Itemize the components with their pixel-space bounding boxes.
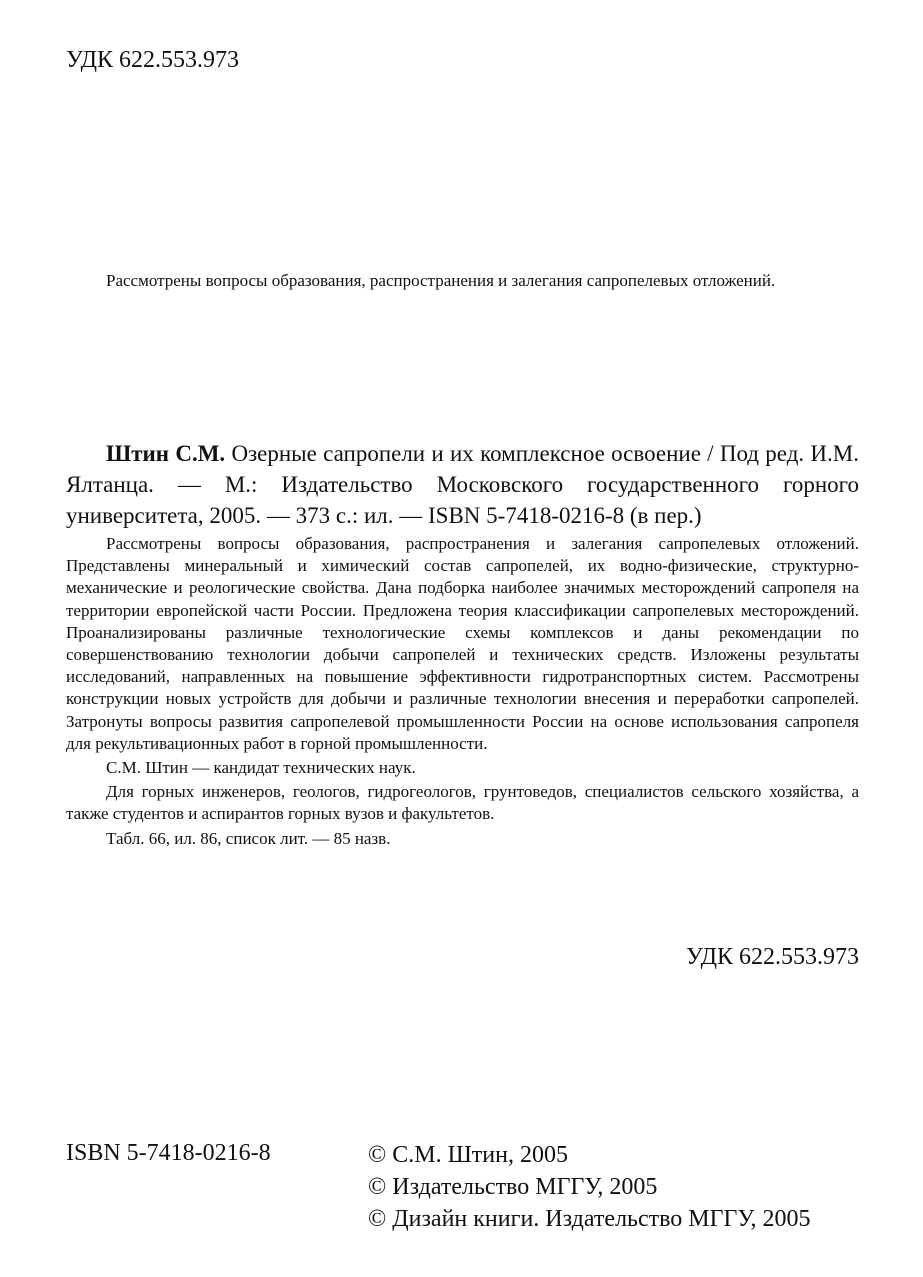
author-note: С.М. Штин — кандидат технических наук. xyxy=(106,758,416,778)
copyright-line-publisher: © Издательство МГГУ, 2005 xyxy=(368,1174,658,1200)
tables-note: Табл. 66, ил. 86, список лит. — 85 назв. xyxy=(106,828,391,848)
catalog-card xyxy=(66,438,859,850)
copyright-line-author: © С.М. Штин, 2005 xyxy=(368,1142,568,1168)
isbn-number: ISBN 5-7418-0216-8 xyxy=(66,1140,271,1166)
audience-note: Для горных инженеров, геологов, гидрогеологов, грунтоведов, специалистов сельского хозяйства, а также студентов и аспирантов горных вузов и факультетов. xyxy=(66,782,859,824)
annotation-text: Рассмотрены вопросы образования, распространения и залегания сапропелевых отложений. Представлены минеральный и химический состав сапропелей, их водно-физические, структурно-механические и реологические свойства. Дана подборка наиболее значимых месторождений сапропеля на территории европейской части России. Предложена теория классификации сапропелевых месторождений. Проанализированы различные технологические схемы комплексов и даны рекомендации по совершенствованию технологии добычи сапропелей и технических средств. Изложены результаты исследований, направленных на повышение эффективности гидротранспортных систем. Рассмотрены конструкции новых устройств для добычи и различные технологии внесения и переработки сапропелей. Затронуты вопросы развития сапропелевой промышленности России на основе использования сапропеля для рекультивационных работ в горной промышленности. xyxy=(66,534,859,753)
bibliographic-record xyxy=(66,438,859,531)
preface-text: Рассмотрены вопросы образования, распространения и залегания сапропелевых отложений. xyxy=(106,271,776,290)
book-author: Штин С.М. xyxy=(106,441,226,466)
copyright-block xyxy=(368,1139,810,1235)
copyright-line-design: © Дизайн книги. Издательство МГГУ, 2005 xyxy=(368,1206,811,1232)
book-title-imprint: Озерные сапропели и их комплексное освоение / Под ред. И.М. Ялтанца. — М.: Издательство Московского государственного горного университета, 2005. — 373 с.: ил. — ISBN 5-7418-0216-8 (в пер.) xyxy=(66,441,859,528)
udk-code-top: УДК 622.553.973 xyxy=(66,47,239,73)
udk-code-bottom: УДК 622.553.973 xyxy=(686,944,859,970)
